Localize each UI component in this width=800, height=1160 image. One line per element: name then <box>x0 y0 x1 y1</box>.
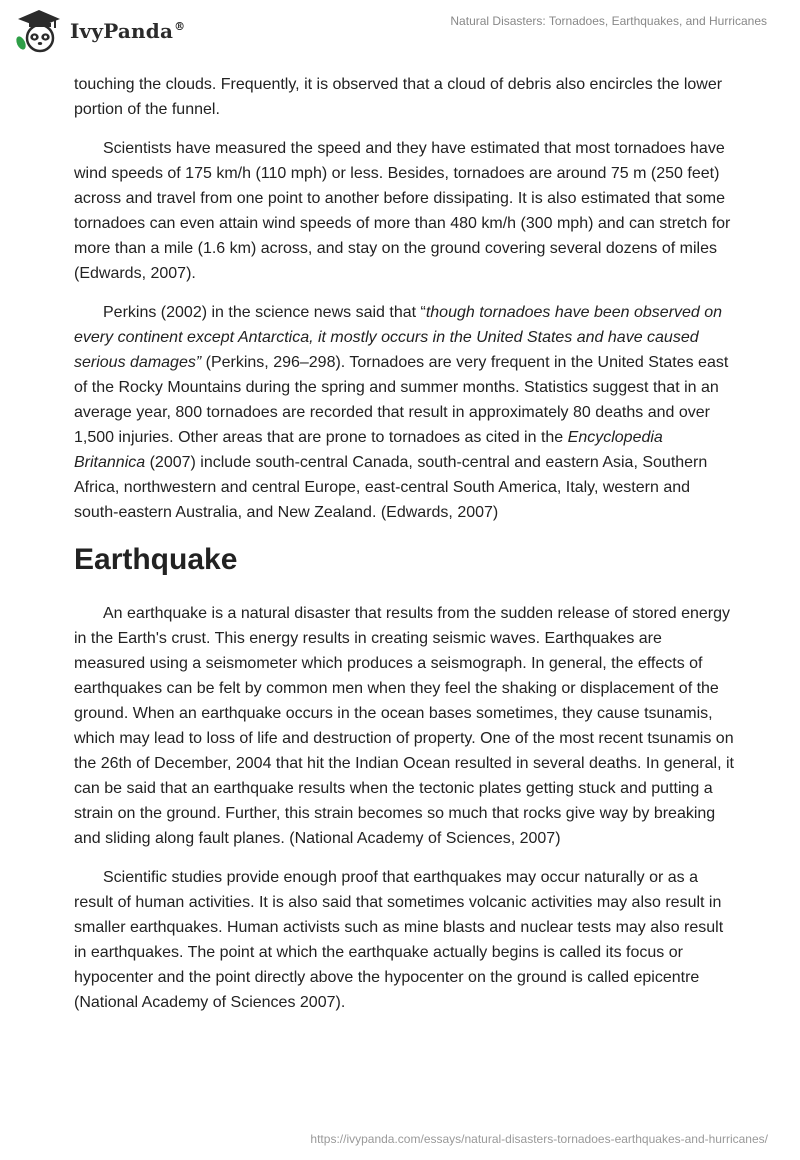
logo-wordmark: IvyPanda® <box>70 19 186 43</box>
paragraph-funnel: touching the clouds. Frequently, it is observed that a cloud of debris also encircles the lower portion of the funnel. <box>74 76 723 118</box>
paragraph-perkins: Perkins (2002) in the science news said that “though tornadoes have been observed on every continent except Antarctica, it mostly occurs in the United States and have caused serious damages” (Perkins, 296–298). Tornadoes are very frequent in the United States east of the Rocky Mountains during the spring and summer months. Statistics suggest that in an average year, 800 tornadoes are recorded that result in approximately 80 deaths and over 1,500 injuries. Other areas that are prone to tornadoes as cited in the Encyclopedia Britannica (2007) include south-central Canada, south-central and eastern Asia, Southern Africa, northwestern and central Europe, east-central South America, Italy, western and south-eastern Australia, and New Zealand. (Edwards, 2007) <box>74 304 729 521</box>
essay-body <box>74 72 734 1029</box>
ivypanda-logo[interactable] <box>14 8 185 54</box>
page-header <box>0 0 800 70</box>
paragraph-earthquake-causes: Scientific studies provide enough proof that earthquakes may occur naturally or as a result of human activities. It is also said that sometimes volcanic activities may also result in smaller earthquakes. Human activists such as mine blasts and nuclear tests may also result in earthquakes. The point at which the earthquake actually begins is called its focus or hypocenter and the point directly above the hypocenter on the ground is called epicentre (National Academy of Sciences 2007). <box>74 869 724 1011</box>
source-url[interactable]: https://ivypanda.com/essays/natural-disasters-tornadoes-earthquakes-and-hurricanes/ <box>310 1132 768 1146</box>
panda-graduate-icon <box>14 8 64 54</box>
source-title: Encyclopedia Britannica <box>74 429 663 471</box>
perkins-quote: though tornadoes have been observed on every continent except Antarctica, it mostly occurs in the United States and have caused serious damages” <box>74 304 723 371</box>
running-title: Natural Disasters: Tornadoes, Earthquakes, and Hurricanes <box>450 14 767 28</box>
section-heading-earthquake: Earthquake <box>74 543 238 576</box>
paragraph-earthquake-definition: An earthquake is a natural disaster that results from the sudden release of stored energy in the Earth's crust. This energy results in creating seismic waves. Earthquakes are measured using a seismometer which produces a seismograph. In general, the effects of earthquakes can be felt by common men when they feel the shaking or displacement of the ground. When an earthquake occurs in the ocean bases sometimes, they cause tsunamis, which may lead to loss of life and destruction of property. One of the most recent tsunamis on the 26th of December, 2004 that hit the Indian Ocean resulted in several deaths. In general, it can be said that an earthquake results when the tectonic plates getting stuck and putting a strain on the ground. Further, this strain becomes so much that rocks give way by breaking and sliding along fault planes. (National Academy of Sciences, 2007) <box>74 605 734 847</box>
registered-mark: ® <box>174 20 186 34</box>
paragraph-wind-speeds: Scientists have measured the speed and they have estimated that most tornadoes have wind speeds of 175 km/h (110 mph) or less. Besides, tornadoes are around 75 m (250 feet) across and travel from one point to another before dissipating. It is also estimated that some tornadoes can even attain wind speeds of more than 480 km/h (300 mph) and can stretch for more than a mile (1.6 km) across, and stay on the ground covering several dozens of miles (Edwards, 2007). <box>74 140 731 282</box>
